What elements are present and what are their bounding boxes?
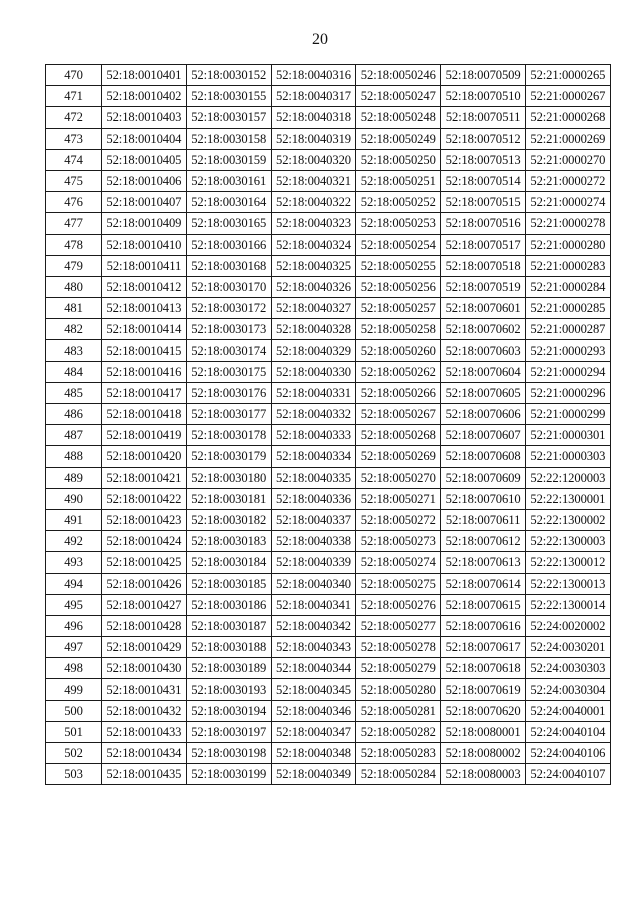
cadastral-code-cell: 52:18:0070603 [441, 340, 526, 361]
cadastral-code-cell: 52:18:0010425 [102, 552, 187, 573]
cadastral-code-cell: 52:18:0050276 [356, 594, 441, 615]
cadastral-code-cell: 52:18:0070511 [441, 107, 526, 128]
cadastral-code-cell: 52:18:0030155 [186, 86, 271, 107]
cadastral-code-cell: 52:18:0050262 [356, 361, 441, 382]
row-number-cell: 493 [46, 552, 102, 573]
cadastral-code-cell: 52:18:0030168 [186, 255, 271, 276]
cadastral-code-cell: 52:18:0010420 [102, 446, 187, 467]
row-number-cell: 477 [46, 213, 102, 234]
cadastral-code-cell: 52:18:0030177 [186, 404, 271, 425]
cadastral-code-cell: 52:18:0050252 [356, 192, 441, 213]
row-number-cell: 501 [46, 721, 102, 742]
cadastral-code-cell: 52:18:0050274 [356, 552, 441, 573]
cadastral-code-cell: 52:21:0000294 [525, 361, 610, 382]
cadastral-code-cell: 52:18:0030186 [186, 594, 271, 615]
cadastral-code-cell: 52:18:0040319 [271, 128, 356, 149]
cadastral-code-cell: 52:18:0010406 [102, 170, 187, 191]
table-row [46, 298, 611, 319]
row-number-cell: 471 [46, 86, 102, 107]
row-number-cell: 487 [46, 425, 102, 446]
cadastral-code-cell: 52:18:0050269 [356, 446, 441, 467]
cadastral-code-cell: 52:18:0040335 [271, 467, 356, 488]
table-row [46, 594, 611, 615]
row-number-cell: 491 [46, 509, 102, 530]
cadastral-code-cell: 52:18:0070510 [441, 86, 526, 107]
cadastral-code-cell: 52:18:0070618 [441, 658, 526, 679]
cadastral-code-cell: 52:18:0070515 [441, 192, 526, 213]
cadastral-code-cell: 52:18:0030174 [186, 340, 271, 361]
cadastral-code-cell: 52:21:0000296 [525, 382, 610, 403]
row-number-cell: 476 [46, 192, 102, 213]
table-row [46, 637, 611, 658]
cadastral-code-cell: 52:22:1300003 [525, 531, 610, 552]
cadastral-code-cell: 52:18:0010421 [102, 467, 187, 488]
cadastral-code-cell: 52:18:0050253 [356, 213, 441, 234]
table-row [46, 192, 611, 213]
cadastral-code-cell: 52:18:0010410 [102, 234, 187, 255]
table-row [46, 700, 611, 721]
row-number-cell: 499 [46, 679, 102, 700]
cadastral-code-cell: 52:18:0030193 [186, 679, 271, 700]
cadastral-code-cell: 52:18:0080002 [441, 743, 526, 764]
cadastral-code-cell: 52:18:0040325 [271, 255, 356, 276]
cadastral-code-cell: 52:18:0050279 [356, 658, 441, 679]
cadastral-code-cell: 52:22:1300002 [525, 509, 610, 530]
cadastral-code-cell: 52:18:0040316 [271, 65, 356, 86]
row-number-cell: 497 [46, 637, 102, 658]
cadastral-code-cell: 52:21:0000301 [525, 425, 610, 446]
cadastral-code-cell: 52:18:0050266 [356, 382, 441, 403]
row-number-cell: 480 [46, 276, 102, 297]
table-row [46, 361, 611, 382]
table-row [46, 721, 611, 742]
cadastral-code-cell: 52:18:0070620 [441, 700, 526, 721]
cadastral-code-cell: 52:18:0040336 [271, 488, 356, 509]
table-row [46, 446, 611, 467]
table-row [46, 213, 611, 234]
table-row [46, 170, 611, 191]
cadastral-code-cell: 52:18:0040348 [271, 743, 356, 764]
table-row [46, 552, 611, 573]
cadastral-code-cell: 52:18:0010414 [102, 319, 187, 340]
cadastral-code-cell: 52:21:0000293 [525, 340, 610, 361]
cadastral-code-cell: 52:18:0050283 [356, 743, 441, 764]
table-row [46, 764, 611, 785]
cadastral-code-cell: 52:18:0040324 [271, 234, 356, 255]
cadastral-table-container [45, 64, 611, 785]
cadastral-code-cell: 52:18:0010402 [102, 86, 187, 107]
cadastral-code-cell: 52:18:0030157 [186, 107, 271, 128]
cadastral-code-cell: 52:18:0070607 [441, 425, 526, 446]
row-number-cell: 500 [46, 700, 102, 721]
row-number-cell: 502 [46, 743, 102, 764]
cadastral-code-cell: 52:18:0050280 [356, 679, 441, 700]
cadastral-code-cell: 52:18:0050248 [356, 107, 441, 128]
cadastral-code-cell: 52:18:0010416 [102, 361, 187, 382]
cadastral-code-cell: 52:18:0050256 [356, 276, 441, 297]
cadastral-code-cell: 52:18:0070605 [441, 382, 526, 403]
cadastral-code-cell: 52:21:0000285 [525, 298, 610, 319]
cadastral-code-cell: 52:22:1300013 [525, 573, 610, 594]
cadastral-code-cell: 52:18:0070518 [441, 255, 526, 276]
cadastral-code-cell: 52:18:0010427 [102, 594, 187, 615]
cadastral-code-cell: 52:18:0010419 [102, 425, 187, 446]
cadastral-code-cell: 52:18:0050272 [356, 509, 441, 530]
cadastral-code-cell: 52:18:0040334 [271, 446, 356, 467]
cadastral-code-cell: 52:21:0000284 [525, 276, 610, 297]
cadastral-code-cell: 52:18:0070614 [441, 573, 526, 594]
cadastral-code-cell: 52:18:0010434 [102, 743, 187, 764]
cadastral-code-cell: 52:18:0050267 [356, 404, 441, 425]
cadastral-code-cell: 52:18:0070611 [441, 509, 526, 530]
table-row [46, 255, 611, 276]
cadastral-code-cell: 52:18:0040332 [271, 404, 356, 425]
cadastral-code-cell: 52:24:0030303 [525, 658, 610, 679]
cadastral-code-cell: 52:18:0040342 [271, 615, 356, 636]
cadastral-code-cell: 52:18:0070519 [441, 276, 526, 297]
cadastral-code-cell: 52:18:0070517 [441, 234, 526, 255]
cadastral-code-cell: 52:18:0040346 [271, 700, 356, 721]
table-row [46, 573, 611, 594]
cadastral-code-cell: 52:21:0000278 [525, 213, 610, 234]
table-row [46, 467, 611, 488]
table-row [46, 425, 611, 446]
cadastral-code-cell: 52:18:0030178 [186, 425, 271, 446]
cadastral-code-cell: 52:18:0070619 [441, 679, 526, 700]
cadastral-code-cell: 52:18:0070608 [441, 446, 526, 467]
cadastral-code-cell: 52:21:0000274 [525, 192, 610, 213]
cadastral-code-cell: 52:18:0040329 [271, 340, 356, 361]
row-number-cell: 481 [46, 298, 102, 319]
cadastral-code-cell: 52:18:0070604 [441, 361, 526, 382]
cadastral-code-cell: 52:18:0010413 [102, 298, 187, 319]
cadastral-code-cell: 52:18:0050278 [356, 637, 441, 658]
cadastral-code-cell: 52:18:0030189 [186, 658, 271, 679]
cadastral-code-cell: 52:18:0030166 [186, 234, 271, 255]
cadastral-code-cell: 52:18:0040331 [271, 382, 356, 403]
table-row [46, 149, 611, 170]
cadastral-code-cell: 52:21:0000299 [525, 404, 610, 425]
cadastral-code-cell: 52:18:0070617 [441, 637, 526, 658]
cadastral-code-cell: 52:18:0070616 [441, 615, 526, 636]
row-number-cell: 489 [46, 467, 102, 488]
row-number-cell: 485 [46, 382, 102, 403]
cadastral-code-cell: 52:22:1300014 [525, 594, 610, 615]
cadastral-code-cell: 52:24:0040104 [525, 721, 610, 742]
row-number-cell: 483 [46, 340, 102, 361]
cadastral-code-cell: 52:18:0030175 [186, 361, 271, 382]
table-row [46, 86, 611, 107]
cadastral-code-cell: 52:18:0080001 [441, 721, 526, 742]
cadastral-code-cell: 52:18:0030164 [186, 192, 271, 213]
cadastral-code-cell: 52:18:0070513 [441, 149, 526, 170]
cadastral-code-cell: 52:18:0010432 [102, 700, 187, 721]
cadastral-code-cell: 52:18:0070514 [441, 170, 526, 191]
cadastral-code-cell: 52:18:0010411 [102, 255, 187, 276]
row-number-cell: 486 [46, 404, 102, 425]
cadastral-code-cell: 52:18:0030170 [186, 276, 271, 297]
cadastral-code-cell: 52:24:0040107 [525, 764, 610, 785]
cadastral-code-cell: 52:18:0040333 [271, 425, 356, 446]
cadastral-code-cell: 52:18:0070509 [441, 65, 526, 86]
cadastral-code-cell: 52:21:0000280 [525, 234, 610, 255]
table-row [46, 488, 611, 509]
cadastral-code-cell: 52:18:0010409 [102, 213, 187, 234]
cadastral-code-cell: 52:18:0050254 [356, 234, 441, 255]
row-number-cell: 490 [46, 488, 102, 509]
cadastral-code-cell: 52:18:0040320 [271, 149, 356, 170]
cadastral-table [45, 64, 611, 785]
table-row [46, 509, 611, 530]
cadastral-code-cell: 52:18:0010407 [102, 192, 187, 213]
row-number-cell: 474 [46, 149, 102, 170]
table-row [46, 658, 611, 679]
cadastral-code-cell: 52:24:0040106 [525, 743, 610, 764]
cadastral-code-cell: 52:18:0030159 [186, 149, 271, 170]
cadastral-code-cell: 52:18:0010404 [102, 128, 187, 149]
cadastral-code-cell: 52:18:0030198 [186, 743, 271, 764]
cadastral-code-cell: 52:22:1300001 [525, 488, 610, 509]
cadastral-code-cell: 52:22:1300012 [525, 552, 610, 573]
cadastral-code-cell: 52:24:0030304 [525, 679, 610, 700]
cadastral-code-cell: 52:18:0030173 [186, 319, 271, 340]
cadastral-code-cell: 52:18:0070601 [441, 298, 526, 319]
cadastral-code-cell: 52:18:0040337 [271, 509, 356, 530]
cadastral-code-cell: 52:18:0030187 [186, 615, 271, 636]
cadastral-code-cell: 52:18:0040323 [271, 213, 356, 234]
row-number-cell: 494 [46, 573, 102, 594]
table-row [46, 743, 611, 764]
row-number-cell: 478 [46, 234, 102, 255]
cadastral-code-cell: 52:18:0070516 [441, 213, 526, 234]
cadastral-code-cell: 52:18:0050258 [356, 319, 441, 340]
cadastral-code-cell: 52:18:0010418 [102, 404, 187, 425]
table-row [46, 65, 611, 86]
cadastral-code-cell: 52:18:0070610 [441, 488, 526, 509]
cadastral-code-cell: 52:18:0030181 [186, 488, 271, 509]
cadastral-code-cell: 52:18:0040317 [271, 86, 356, 107]
cadastral-code-cell: 52:18:0070512 [441, 128, 526, 149]
row-number-cell: 496 [46, 615, 102, 636]
cadastral-code-cell: 52:18:0040339 [271, 552, 356, 573]
cadastral-code-cell: 52:24:0030201 [525, 637, 610, 658]
row-number-cell: 482 [46, 319, 102, 340]
cadastral-code-cell: 52:22:1200003 [525, 467, 610, 488]
cadastral-code-cell: 52:18:0010426 [102, 573, 187, 594]
cadastral-code-cell: 52:18:0030197 [186, 721, 271, 742]
row-number-cell: 472 [46, 107, 102, 128]
cadastral-code-cell: 52:18:0050268 [356, 425, 441, 446]
cadastral-code-cell: 52:18:0050255 [356, 255, 441, 276]
cadastral-code-cell: 52:18:0030183 [186, 531, 271, 552]
cadastral-code-cell: 52:18:0050251 [356, 170, 441, 191]
cadastral-code-cell: 52:18:0010401 [102, 65, 187, 86]
cadastral-code-cell: 52:24:0040001 [525, 700, 610, 721]
cadastral-code-cell: 52:18:0040341 [271, 594, 356, 615]
table-row [46, 679, 611, 700]
table-row [46, 615, 611, 636]
cadastral-code-cell: 52:18:0010412 [102, 276, 187, 297]
cadastral-code-cell: 52:21:0000270 [525, 149, 610, 170]
row-number-cell: 503 [46, 764, 102, 785]
cadastral-code-cell: 52:18:0030172 [186, 298, 271, 319]
cadastral-code-cell: 52:21:0000283 [525, 255, 610, 276]
cadastral-code-cell: 52:18:0030199 [186, 764, 271, 785]
cadastral-code-cell: 52:18:0050249 [356, 128, 441, 149]
cadastral-code-cell: 52:21:0000269 [525, 128, 610, 149]
table-row [46, 234, 611, 255]
row-number-cell: 475 [46, 170, 102, 191]
cadastral-code-cell: 52:21:0000265 [525, 65, 610, 86]
cadastral-code-cell: 52:21:0000303 [525, 446, 610, 467]
cadastral-code-cell: 52:18:0030180 [186, 467, 271, 488]
cadastral-code-cell: 52:18:0050246 [356, 65, 441, 86]
cadastral-code-cell: 52:18:0040345 [271, 679, 356, 700]
cadastral-code-cell: 52:21:0000267 [525, 86, 610, 107]
cadastral-code-cell: 52:18:0040326 [271, 276, 356, 297]
cadastral-code-cell: 52:18:0030176 [186, 382, 271, 403]
cadastral-code-cell: 52:18:0050247 [356, 86, 441, 107]
cadastral-code-cell: 52:18:0030194 [186, 700, 271, 721]
cadastral-code-cell: 52:18:0010403 [102, 107, 187, 128]
table-row [46, 531, 611, 552]
cadastral-code-cell: 52:18:0050257 [356, 298, 441, 319]
cadastral-code-cell: 52:18:0070613 [441, 552, 526, 573]
row-number-cell: 495 [46, 594, 102, 615]
cadastral-code-cell: 52:18:0050271 [356, 488, 441, 509]
table-body [46, 65, 611, 785]
row-number-cell: 488 [46, 446, 102, 467]
cadastral-code-cell: 52:18:0030179 [186, 446, 271, 467]
cadastral-code-cell: 52:18:0050270 [356, 467, 441, 488]
cadastral-code-cell: 52:18:0040328 [271, 319, 356, 340]
cadastral-code-cell: 52:18:0040349 [271, 764, 356, 785]
cadastral-code-cell: 52:18:0040347 [271, 721, 356, 742]
row-number-cell: 470 [46, 65, 102, 86]
cadastral-code-cell: 52:18:0030152 [186, 65, 271, 86]
cadastral-code-cell: 52:18:0040322 [271, 192, 356, 213]
table-row [46, 276, 611, 297]
cadastral-code-cell: 52:21:0000272 [525, 170, 610, 191]
cadastral-code-cell: 52:18:0070615 [441, 594, 526, 615]
cadastral-code-cell: 52:18:0010405 [102, 149, 187, 170]
cadastral-code-cell: 52:18:0030184 [186, 552, 271, 573]
cadastral-code-cell: 52:18:0070612 [441, 531, 526, 552]
cadastral-code-cell: 52:24:0020002 [525, 615, 610, 636]
cadastral-code-cell: 52:18:0010422 [102, 488, 187, 509]
cadastral-code-cell: 52:18:0050275 [356, 573, 441, 594]
table-row [46, 107, 611, 128]
cadastral-code-cell: 52:18:0010415 [102, 340, 187, 361]
cadastral-code-cell: 52:18:0050282 [356, 721, 441, 742]
cadastral-code-cell: 52:18:0010431 [102, 679, 187, 700]
cadastral-code-cell: 52:18:0010423 [102, 509, 187, 530]
cadastral-code-cell: 52:18:0080003 [441, 764, 526, 785]
table-row [46, 382, 611, 403]
cadastral-code-cell: 52:18:0030165 [186, 213, 271, 234]
cadastral-code-cell: 52:18:0030188 [186, 637, 271, 658]
cadastral-code-cell: 52:18:0030161 [186, 170, 271, 191]
cadastral-code-cell: 52:18:0030185 [186, 573, 271, 594]
cadastral-code-cell: 52:18:0010428 [102, 615, 187, 636]
cadastral-code-cell: 52:18:0040344 [271, 658, 356, 679]
cadastral-code-cell: 52:18:0050284 [356, 764, 441, 785]
row-number-cell: 479 [46, 255, 102, 276]
row-number-cell: 498 [46, 658, 102, 679]
cadastral-code-cell: 52:18:0050250 [356, 149, 441, 170]
table-row [46, 340, 611, 361]
cadastral-code-cell: 52:21:0000268 [525, 107, 610, 128]
row-number-cell: 484 [46, 361, 102, 382]
page-number: 20 [312, 31, 328, 48]
cadastral-code-cell: 52:18:0050277 [356, 615, 441, 636]
cadastral-code-cell: 52:18:0070606 [441, 404, 526, 425]
cadastral-code-cell: 52:18:0010430 [102, 658, 187, 679]
cadastral-code-cell: 52:18:0040340 [271, 573, 356, 594]
cadastral-code-cell: 52:18:0010435 [102, 764, 187, 785]
cadastral-code-cell: 52:18:0010433 [102, 721, 187, 742]
table-row [46, 128, 611, 149]
cadastral-code-cell: 52:18:0030182 [186, 509, 271, 530]
cadastral-code-cell: 52:18:0010424 [102, 531, 187, 552]
table-row [46, 319, 611, 340]
cadastral-code-cell: 52:18:0070602 [441, 319, 526, 340]
cadastral-code-cell: 52:18:0050260 [356, 340, 441, 361]
cadastral-code-cell: 52:18:0010417 [102, 382, 187, 403]
cadastral-code-cell: 52:18:0040318 [271, 107, 356, 128]
cadastral-code-cell: 52:18:0030158 [186, 128, 271, 149]
row-number-cell: 492 [46, 531, 102, 552]
cadastral-code-cell: 52:18:0040343 [271, 637, 356, 658]
cadastral-code-cell: 52:18:0010429 [102, 637, 187, 658]
table-row [46, 404, 611, 425]
cadastral-code-cell: 52:18:0040330 [271, 361, 356, 382]
row-number-cell: 473 [46, 128, 102, 149]
cadastral-code-cell: 52:18:0040338 [271, 531, 356, 552]
cadastral-code-cell: 52:18:0050281 [356, 700, 441, 721]
cadastral-code-cell: 52:18:0040321 [271, 170, 356, 191]
cadastral-code-cell: 52:21:0000287 [525, 319, 610, 340]
cadastral-code-cell: 52:18:0040327 [271, 298, 356, 319]
cadastral-code-cell: 52:18:0050273 [356, 531, 441, 552]
cadastral-code-cell: 52:18:0070609 [441, 467, 526, 488]
